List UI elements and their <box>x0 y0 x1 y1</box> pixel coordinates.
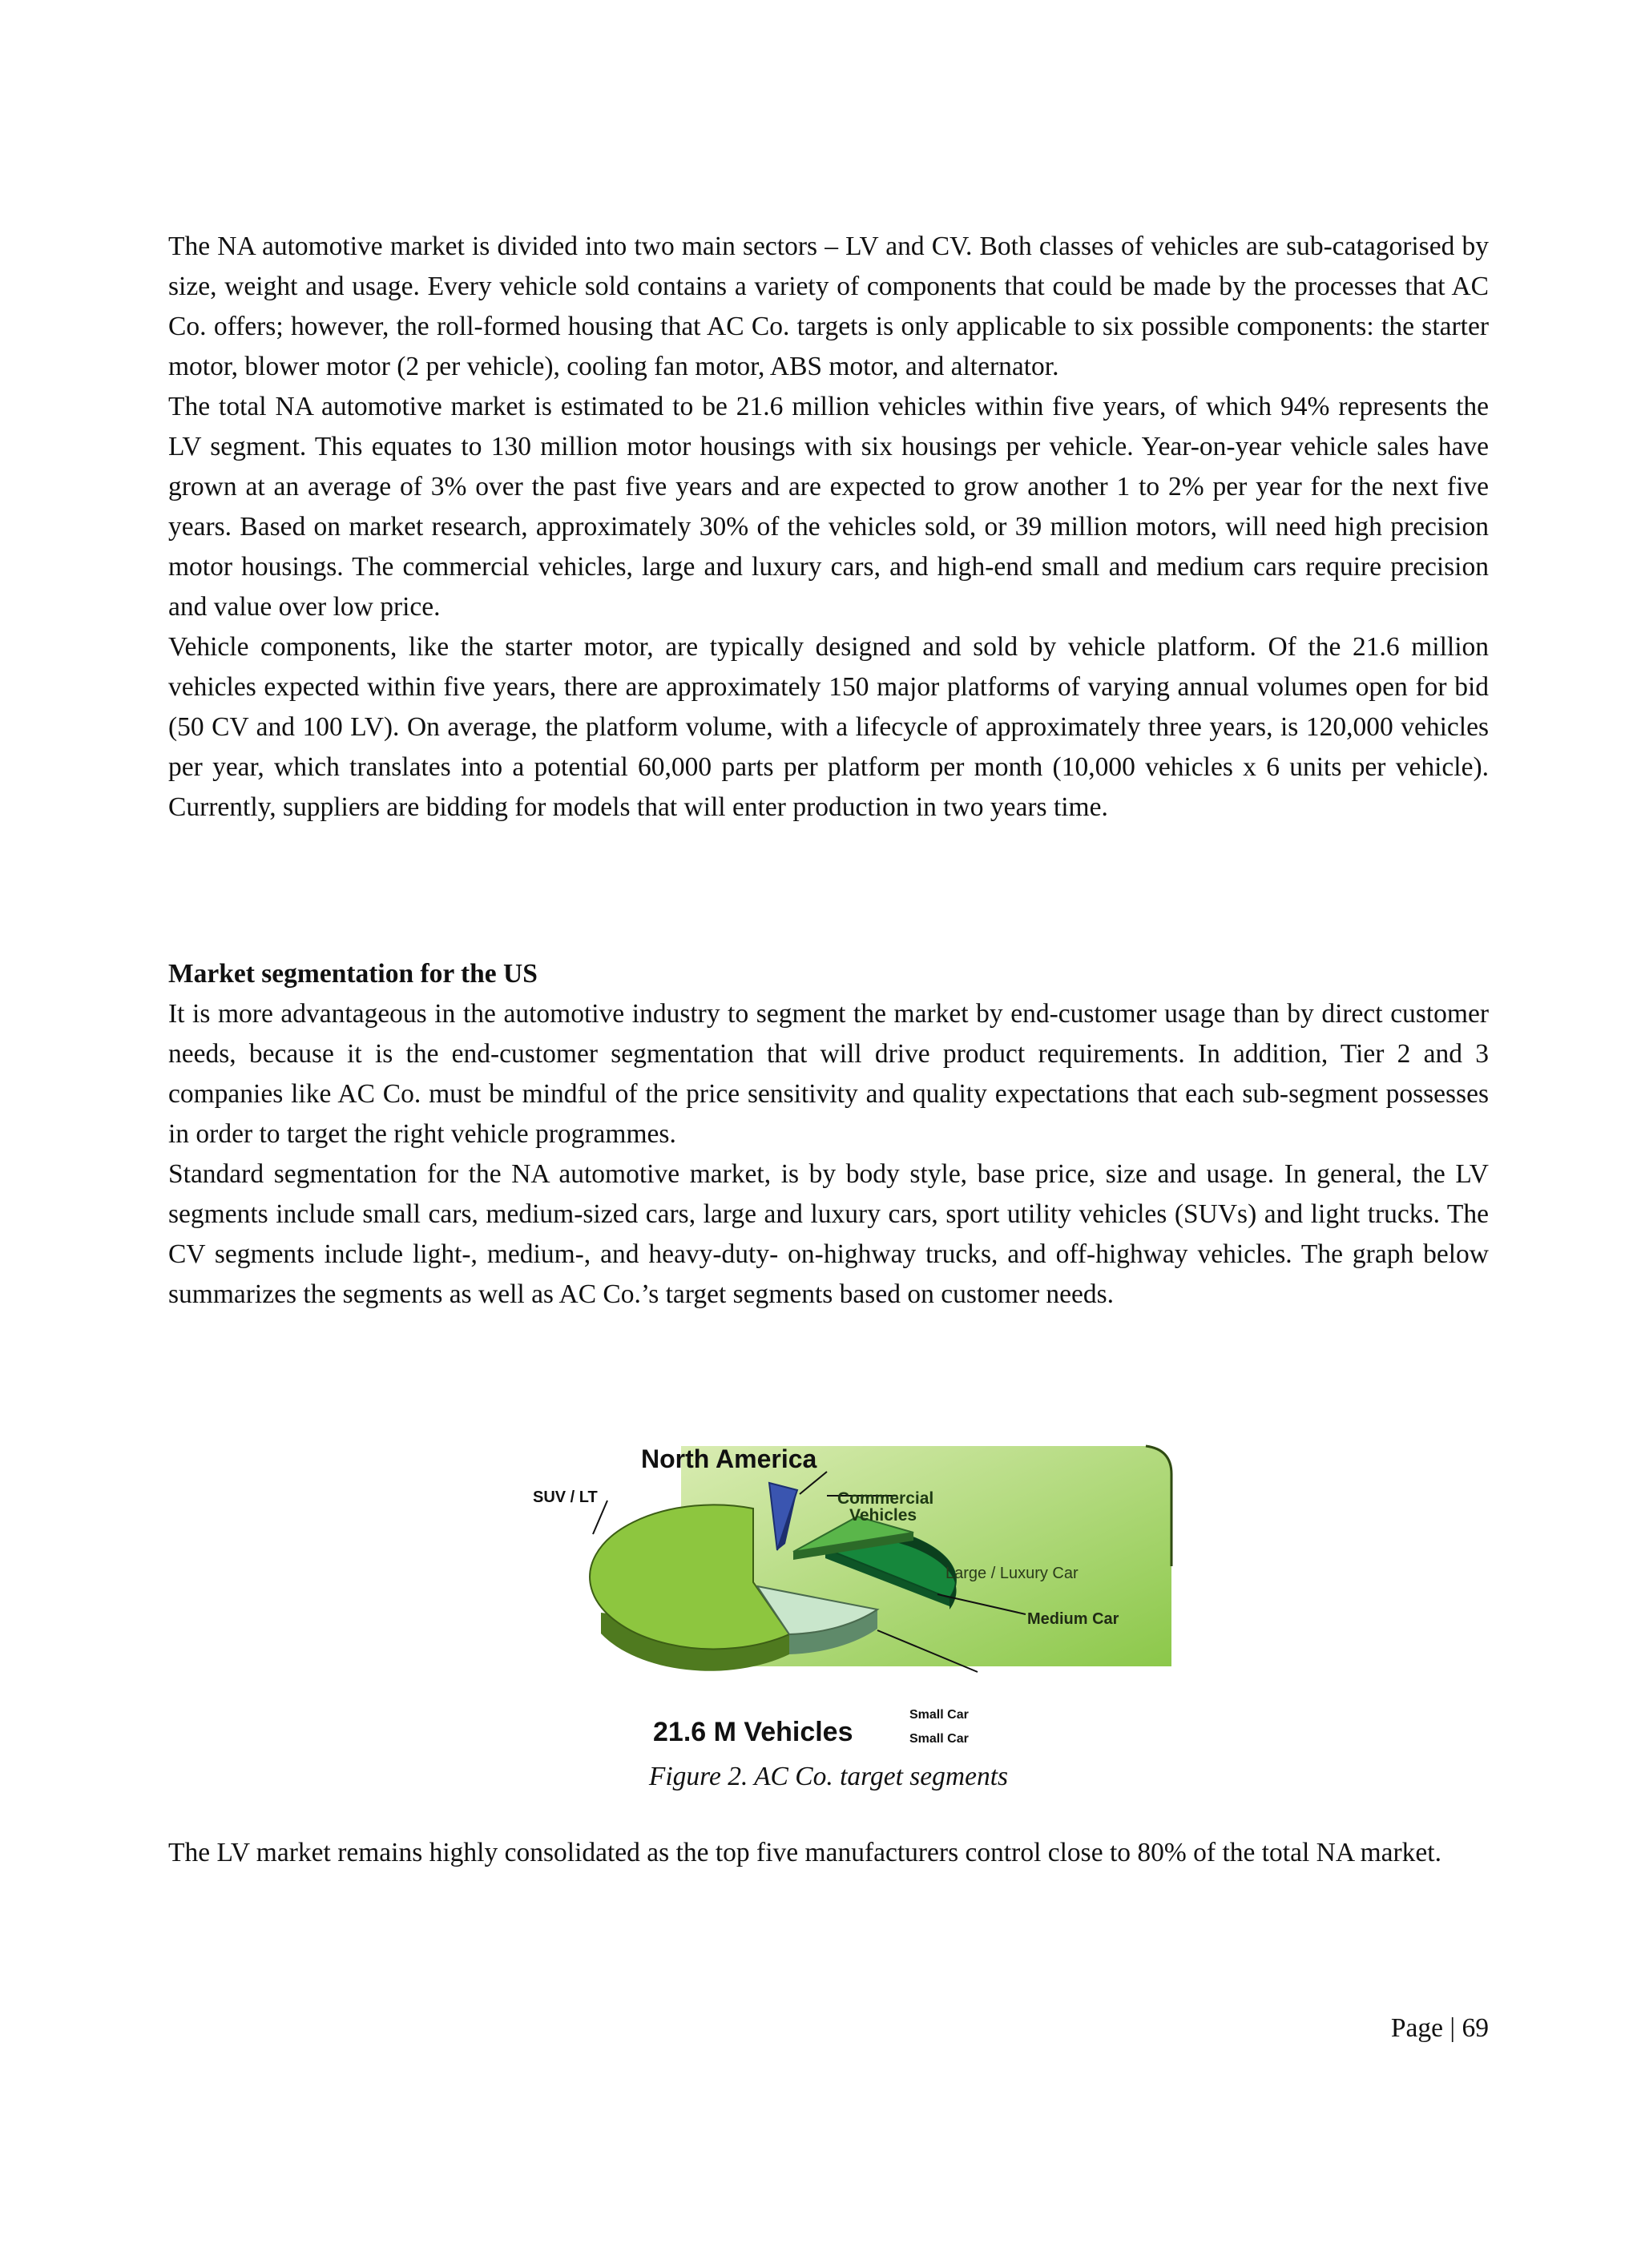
segmentation-paragraph-2: Standard segmentation for the NA automotive market, is by body style, base price, size and usage. In general, the LV segments include small cars, medium-sized cars, large and luxury cars, sport utility vehicles (SUVs) and light trucks. The CV segments include light-, medium-, and heavy-duty- on-highway trucks, and off-highway vehicles. The graph below summarizes the segments as well as AC Co.’s target segments based on customer needs. <box>168 1159 1489 1309</box>
figure-caption: Figure 2. AC Co. target segments <box>648 1762 1009 1791</box>
label-medium-car: Medium Car <box>1027 1610 1119 1628</box>
label-commercial-2: Vehicles <box>849 1506 917 1525</box>
label-commercial-1: Commercial <box>837 1489 934 1508</box>
intro-paragraph-3: Vehicle components, like the starter motor, are typically designed and sold by vehicle platform. Of the 21.6 million vehicles expected within five years, there are approximately 150 major platforms of varying annual volumes open for bid (50 CV and 100 LV). On average, the platform volume, with a lifecycle of approximately three years, is 120,000 vehicles per year, which translates into a potential 60,000 parts per platform per month (10,000 vehicles x 6 units per vehicle). Currently, suppliers are bidding for models that will enter production in two years time. <box>168 632 1489 822</box>
intro-section <box>168 227 1489 828</box>
label-small-car-2: Small Car <box>909 1732 969 1746</box>
consolidation-paragraph: The LV market remains highly consolidated as the top five manufacturers control close to 80% of the total NA market. <box>168 1838 1441 1867</box>
label-large-luxury: Large / Luxury Car <box>945 1565 1079 1582</box>
pie-chart-svg <box>521 1438 1186 1758</box>
consolidation-section <box>168 1833 1489 1873</box>
segmentation-paragraph-1: It is more advantageous in the automotive industry to segment the market by end-customer usage than by direct customer needs, because it is the end-customer segmentation that will drive product requirements. In addition, Tier 2 and 3 companies like AC Co. must be mindful of the price sensitivity and quality expectations that each sub-segment possesses in order to target the right vehicle programmes. <box>168 999 1489 1149</box>
chart-title: North America <box>641 1444 817 1473</box>
intro-paragraph-2: The total NA automotive market is estimated to be 21.6 million vehicles within five years, of which 94% represents the LV segment. This equates to 130 million motor housings with six housings per vehicle. Year-on-year vehicle sales have grown at an average of 3% over the past five years and are expected to grow another 1 to 2% per year for the next five years. Based on market research, approximately 30% of the vehicles sold, or 39 million motors, will need high precision motor housings. The commercial vehicles, large and luxury cars, and high-end small and medium cars require precision and value over low price. <box>168 392 1489 622</box>
label-suv-lt: SUV / LT <box>533 1489 598 1506</box>
segment-pie-figure <box>521 1438 1186 1758</box>
intro-paragraph-1: The NA automotive market is divided into two main sectors – LV and CV. Both classes of vehicles are sub-catagorised by size, weight and usage. Every vehicle sold contains a variety of components that could be made by the processes that AC Co. offers; however, the roll-formed housing that AC Co. targets is only applicable to six possible components: the starter motor, blower motor (2 per vehicle), cooling fan motor, ABS motor, and alternator. <box>168 232 1489 381</box>
page-number: Page | 69 <box>1390 2013 1489 2043</box>
chart-total-label: 21.6 M Vehicles <box>653 1717 853 1747</box>
section-heading: Market segmentation for the US <box>168 959 538 989</box>
label-small-car-1: Small Car <box>909 1708 969 1722</box>
segmentation-section <box>168 954 1489 1315</box>
